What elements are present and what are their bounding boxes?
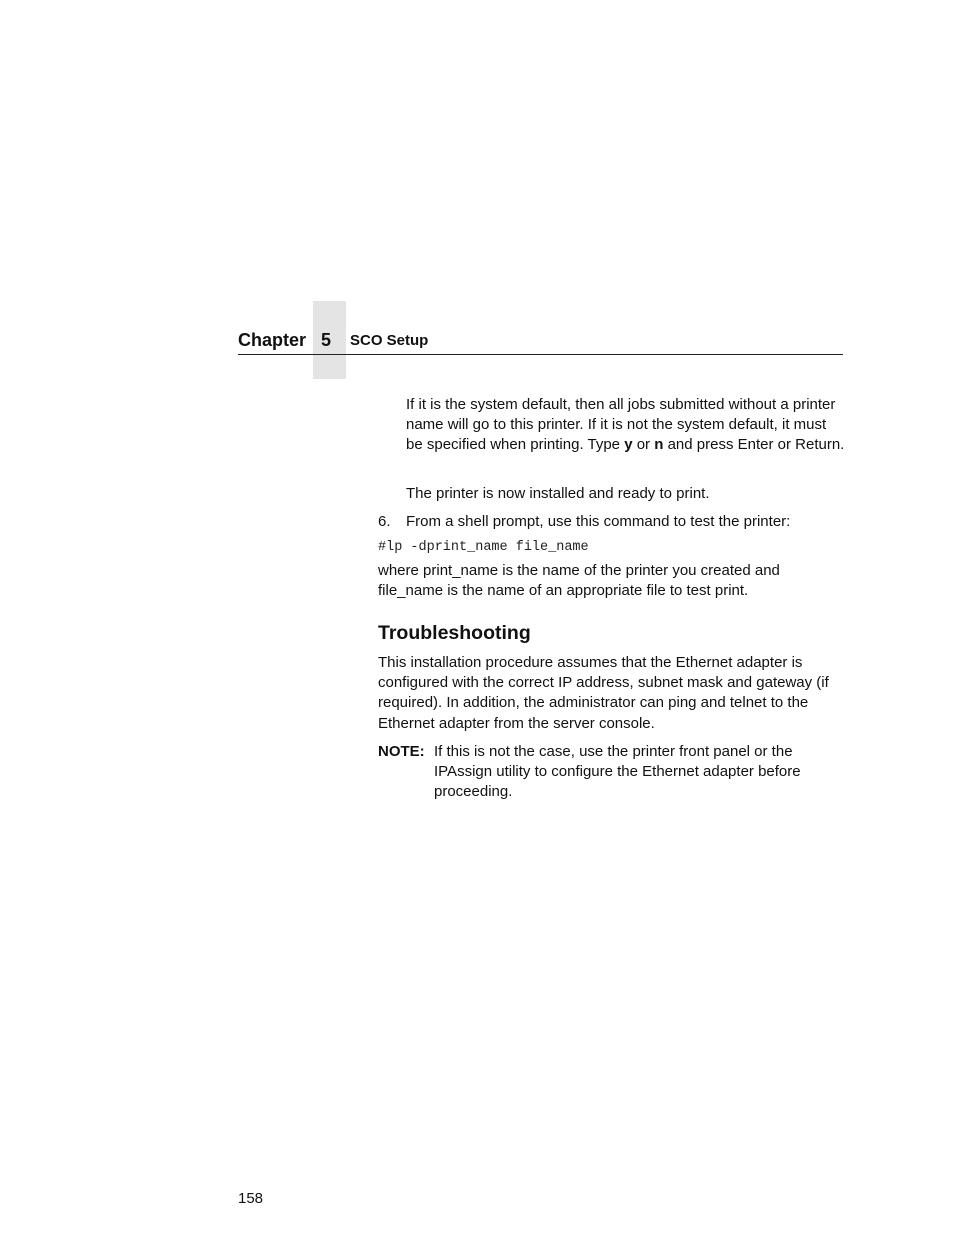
note-text: If this is not the case, use the printer front panel or the IPAssign utility to configure the Ethernet adapter before proceeding. (434, 743, 801, 800)
key-y: y (624, 436, 633, 454)
text-system-default-end: and press Enter or Return. (663, 436, 845, 454)
paragraph-installed: The printer is now installed and ready to print. (406, 485, 710, 502)
chapter-label: Chapter (238, 330, 307, 350)
chapter-number: 5 (321, 330, 332, 350)
text-or: or (632, 436, 655, 454)
step-text: From a shell prompt, use this command to test the printer: (406, 513, 791, 530)
paragraph-troubleshooting: This installation procedure assumes that the Ethernet adapter is configured with the correct IP address, subnet mask and gateway (if required). In addition, the administrator can ping and telnet to the Ethernet adapter from the server console. (378, 654, 829, 732)
chapter-title: SCO Setup (350, 332, 429, 349)
key-n: n (654, 436, 664, 454)
header-rule (238, 354, 843, 355)
paragraph-system-default (406, 395, 846, 456)
page-number: 158 (238, 1190, 264, 1207)
step-number: 6. (378, 513, 391, 530)
text-system-default-start: If it is the system default, then all jobs submitted without a printer name will go to this printer. If it is not the system default, it must be specified when printing. Type (406, 396, 836, 454)
note-label: NOTE: (378, 743, 425, 760)
paragraph-where: where print_name is the name of the printer you created and file_name is the name of an appropriate file to test print. (378, 562, 780, 600)
section-heading-troubleshooting: Troubleshooting (378, 622, 531, 644)
command-example: #lp -dprint_name file_name (378, 540, 589, 555)
